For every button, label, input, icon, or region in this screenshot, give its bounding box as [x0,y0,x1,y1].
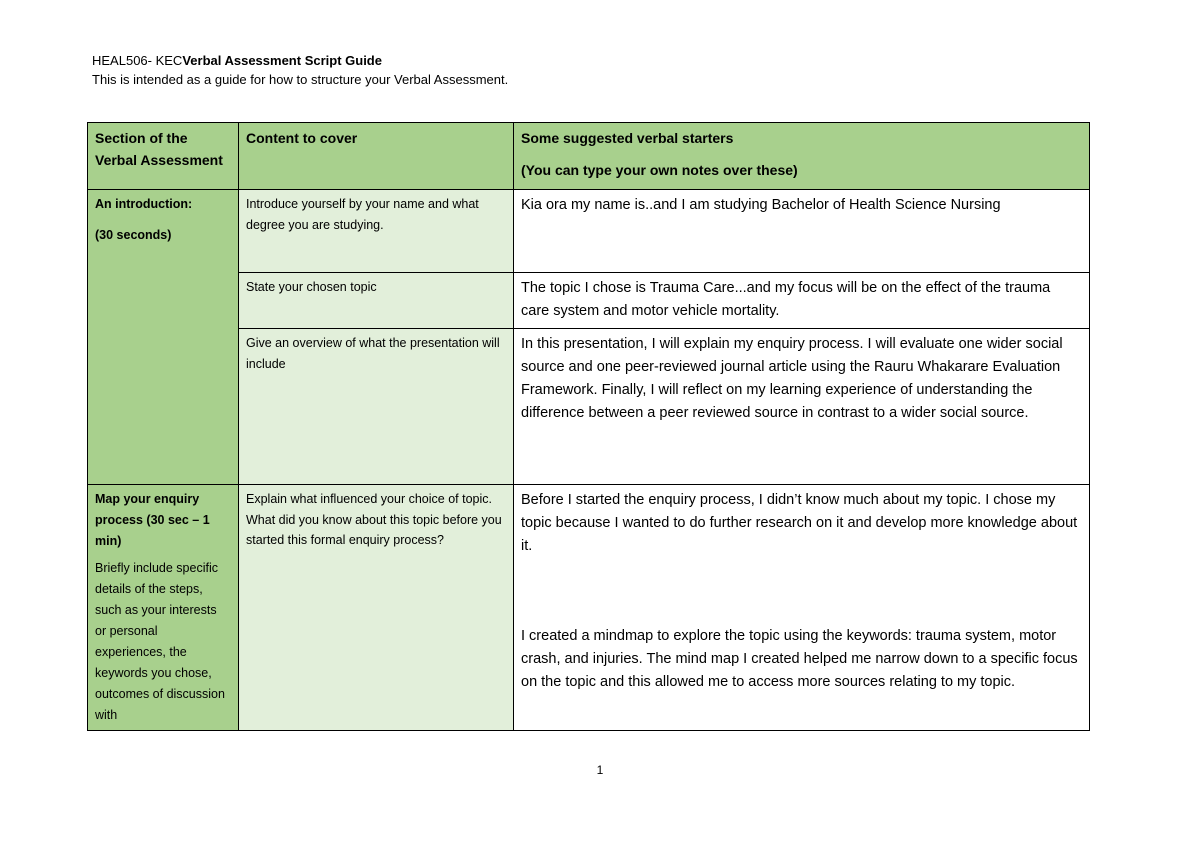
document-header [92,52,1092,89]
document-subtitle: This is intended as a guide for how to structure your Verbal Assessment. [92,72,509,87]
section-time: (30 seconds) [95,228,172,242]
table-row [88,485,1090,731]
content-cell: Introduce yourself by your name and what degree you are studying. [239,190,514,273]
section-introduction [88,190,239,485]
script-guide-table [87,122,1090,731]
content-cell: Explain what influenced your choice of topic. What did you know about this topic before you started this formal enquiry process? [239,485,514,731]
starter-cell[interactable]: In this presentation, I will explain my enquiry process. I will evaluate one wider social source and one peer-reviewed journal article using the Rauru Whakarare Evaluation Framework. Finally, I will reflect on my learning experience of understanding the difference between a peer reviewed source in contrast to a wider social source. [514,329,1090,485]
table-row [88,273,1090,329]
column-header-content: Content to cover [239,123,514,190]
starters-note: (You can type your own notes over these) [521,162,798,178]
section-label: Map your enquiry process (30 sec – 1 min) [95,492,210,548]
table-row [88,190,1090,273]
starter-cell[interactable] [514,485,1090,731]
content-cell: State your chosen topic [239,273,514,329]
starter-cell[interactable]: Kia ora my name is..and I am studying Bachelor of Health Science Nursing [514,190,1090,273]
content-cell: Give an overview of what the presentation will include [239,329,514,485]
page-number: 1 [596,763,604,777]
table-header-row [88,123,1090,190]
starter-paragraph: I created a mindmap to explore the topic using the keywords: trauma system, motor crash, and injuries. The mind map I created helped me narrow down to a specific focus on the topic and this allowed me to access more sources relating to my topic. [521,628,1078,690]
starter-cell[interactable]: The topic I chose is Trauma Care...and my focus will be on the effect of the trauma care system and motor vehicle mortality. [514,273,1090,329]
column-header-starters: Some suggested verbal starters (You can type your own notes over these) [514,123,1090,190]
section-label: An introduction: [95,197,193,211]
course-code: HEAL506- KEC [92,53,183,68]
guide-title: Verbal Assessment Script Guide [182,53,382,68]
document-title [92,52,1092,70]
column-header-section: Section of the Verbal Assessment [88,123,239,190]
section-description: Briefly include specific details of the steps, such as your interests or personal experiences, the keywords you chose, outcomes of discussion with [95,561,225,722]
section-enquiry [88,485,239,731]
starter-paragraph: Before I started the enquiry process, I didn’t know much about my topic. I chose my topic because I wanted to do further research on it and develop more knowledge about it. [521,492,1078,554]
table-row [88,329,1090,485]
